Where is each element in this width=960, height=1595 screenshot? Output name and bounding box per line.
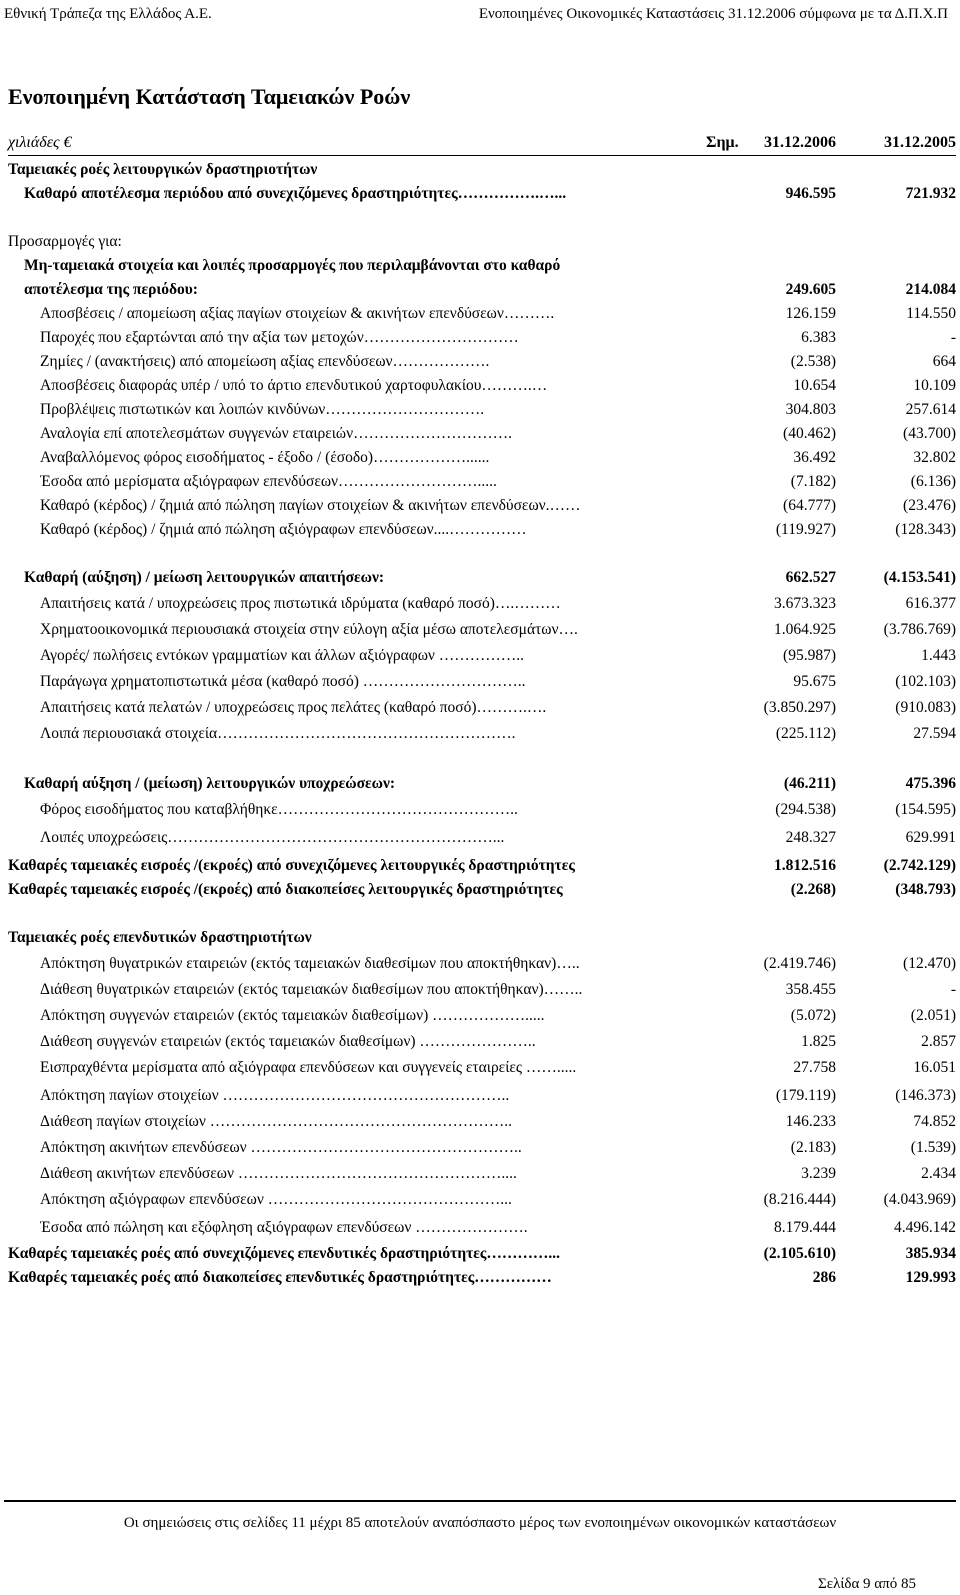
row-value-2005: (146.373)	[895, 1087, 956, 1104]
row-value-2006: (2.419.746)	[763, 955, 836, 972]
table-row	[0, 1188, 960, 1212]
table-row	[0, 254, 960, 278]
row-value-2005: 74.852	[913, 1113, 956, 1130]
row-value-2005: 32.802	[913, 449, 956, 466]
table-row	[0, 350, 960, 374]
row-label: Φόρος εισοδήματος που καταβλήθηκε………………………………………..	[40, 801, 518, 818]
row-label: Διάθεση συγγενών εταιρειών (εκτός ταμειακών διαθεσίμων) …………………..	[40, 1033, 536, 1050]
row-value-2005: 257.614	[905, 401, 956, 418]
row-label: Απόκτηση παγίων στοιχείων ………………………………………………..	[40, 1087, 510, 1104]
row-value-2006: 126.159	[785, 305, 836, 322]
row-value-2005: (154.595)	[895, 801, 956, 818]
row-label: Απόκτηση αξιόγραφων επενδύσεων ………………………………………...	[40, 1191, 512, 1208]
row-value-2005: 385.934	[905, 1245, 956, 1262]
row-label: Παράγωγα χρηματοπιστωτικά μέσα (καθαρό ποσό) …………………………..	[40, 673, 526, 690]
row-label: Απόκτηση συγγενών εταιρειών (εκτός ταμειακών διαθεσίμων) ……………….....	[40, 1007, 545, 1024]
row-value-2005: (4.043.969)	[883, 1191, 956, 1208]
row-label: Καθαρή αύξηση / (μείωση) λειτουργικών υποχρεώσεων:	[24, 775, 396, 792]
table-row	[0, 878, 960, 902]
table-row	[0, 1242, 960, 1266]
table-row	[0, 470, 960, 494]
row-label: Αναλογία επί αποτελεσμάτων συγγενών εταιρειών………………………….	[40, 425, 512, 442]
table-row	[0, 618, 960, 642]
row-value-2006: 6.383	[801, 329, 836, 346]
row-value-2005: (4.153.541)	[883, 569, 956, 586]
row-label: Καθαρές ταμειακές ροές από συνεχιζόμενες επενδυτικές δραστηριότητες…………...	[8, 1245, 561, 1262]
row-label: Χρηματοοικονομικά περιουσιακά στοιχεία στην εύλογη αξία μέσω αποτελεσμάτων….	[40, 621, 578, 638]
row-value-2005: (12.470)	[903, 955, 956, 972]
row-label: Απαιτήσεις κατά / υποχρεώσεις προς πιστωτικά ιδρύματα (καθαρό ποσό)….………	[40, 595, 561, 612]
table-row	[0, 1056, 960, 1080]
table-row	[0, 302, 960, 326]
row-label: Απαιτήσεις κατά πελατών / υποχρεώσεις προς πελάτες (καθαρό ποσό)……….….	[40, 699, 547, 716]
note-column-header: Σημ.	[706, 134, 739, 151]
row-value-2006: 36.492	[793, 449, 836, 466]
row-value-2006: 27.758	[793, 1059, 836, 1076]
row-label: Αγορές/ πωλήσεις εντόκων γραμματίων και άλλων αξιόγραφων ……………..	[40, 647, 525, 664]
row-label: Προβλέψεις πιστωτικών και λοιπών κινδύνων………………………….	[40, 401, 485, 418]
row-value-2005: 10.109	[913, 377, 956, 394]
table-row	[0, 374, 960, 398]
row-label: Αποσβέσεις διαφοράς υπέρ / υπό το άρτιο επενδυτικού χαρτοφυλακίου……….…	[40, 377, 548, 394]
table-row	[0, 1004, 960, 1028]
table-row	[0, 748, 960, 772]
table-row	[0, 592, 960, 616]
table-row	[0, 1084, 960, 1108]
table-row	[0, 1110, 960, 1134]
row-label: Παροχές που εξαρτώνται από την αξία των μετοχών…………………………	[40, 329, 519, 346]
row-label: Ταμειακές ροές επενδυτικών δραστηριοτήτων	[8, 929, 312, 946]
table-row	[0, 1162, 960, 1186]
row-value-2006: 1.825	[801, 1033, 836, 1050]
row-value-2005: 4.496.142	[894, 1219, 956, 1236]
table-row	[0, 326, 960, 350]
row-value-2006: 248.327	[785, 829, 836, 846]
row-value-2006: 662.527	[785, 569, 836, 586]
unit-label: χιλιάδες €	[8, 134, 72, 151]
table-row	[0, 798, 960, 822]
row-value-2006: (2.105.610)	[763, 1245, 836, 1262]
table-row	[0, 182, 960, 206]
row-value-2006: (64.777)	[783, 497, 836, 514]
row-value-2005: 16.051	[913, 1059, 956, 1076]
page-title: Ενοποιημένη Κατάσταση Ταμειακών Ροών	[8, 84, 411, 109]
footer-note: Οι σημειώσεις στις σελίδες 11 μέχρι 85 αποτελούν αναπόσπαστο μέρος των ενοποιημένων οικονομικών καταστάσεων	[123, 1515, 837, 1531]
row-label: Διάθεση παγίων στοιχείων …………………………………………………..	[40, 1113, 512, 1130]
row-label: αποτέλεσμα της περιόδου:	[24, 281, 198, 298]
row-value-2006: 3.239	[801, 1165, 836, 1182]
row-value-2006: (95.987)	[783, 647, 836, 664]
table-row	[0, 696, 960, 720]
row-value-2005: (23.476)	[903, 497, 956, 514]
year1-column-header: 31.12.2006	[764, 134, 836, 151]
row-value-2006: 10.654	[793, 377, 836, 394]
row-label: Καθαρό (κέρδος) / ζημιά από πώληση αξιόγραφων επενδύσεων....……………	[40, 521, 527, 538]
row-value-2005: (2.051)	[910, 1007, 956, 1024]
table-row	[0, 158, 960, 182]
row-value-2005: -	[950, 981, 956, 998]
table-row	[0, 422, 960, 446]
table-row	[0, 826, 960, 850]
row-value-2005: 2.434	[921, 1165, 956, 1182]
row-value-2006: 946.595	[785, 185, 836, 202]
row-label: Λοιπές υποχρεώσεις………………………………………………………...	[40, 829, 505, 846]
table-row	[0, 926, 960, 950]
table-row	[0, 446, 960, 470]
row-value-2006: (119.927)	[775, 521, 836, 538]
table-row	[0, 206, 960, 230]
table-row	[0, 1216, 960, 1240]
row-value-2005: 721.932	[905, 185, 956, 202]
row-label: Λοιπά περιουσιακά στοιχεία………………………………………………….	[40, 725, 516, 742]
table-row	[0, 854, 960, 878]
row-value-2005: 664	[932, 353, 956, 370]
row-value-2006: 1.064.925	[774, 621, 836, 638]
table-row	[0, 772, 960, 796]
row-label: Ταμειακές ροές λειτουργικών δραστηριοτήτων	[8, 161, 318, 178]
row-value-2005: (3.786.769)	[883, 621, 956, 638]
table-row	[0, 566, 960, 590]
row-value-2005: 114.550	[906, 305, 956, 322]
row-value-2006: (40.462)	[783, 425, 836, 442]
row-value-2006: 358.455	[785, 981, 836, 998]
row-label: Καθαρή (αύξηση) / μείωση λειτουργικών απαιτήσεων:	[24, 569, 385, 586]
row-label: Ζημίες / (ανακτήσεις) από απομείωση αξίας επενδύσεων……………….	[40, 353, 490, 370]
row-value-2006: (2.268)	[790, 881, 836, 898]
row-label: Απόκτηση θυγατρικών εταιρειών (εκτός ταμειακών διαθεσίμων που αποκτήθηκαν)…..	[40, 955, 580, 972]
year2-column-header: 31.12.2005	[884, 134, 956, 151]
row-label: Καθαρές ταμειακές ροές από διακοπείσες επενδυτικές δραστηριότητες……………	[8, 1269, 552, 1286]
row-label: Καθαρές ταμειακές εισροές /(εκροές) από συνεχιζόμενες λειτουργικές δραστηριότητες	[8, 857, 575, 874]
table-row	[0, 902, 960, 926]
row-value-2006: 146.233	[785, 1113, 836, 1130]
table-row	[0, 644, 960, 668]
row-value-2006: 1.812.516	[774, 857, 836, 874]
table-row	[0, 398, 960, 422]
row-value-2006: (3.850.297)	[763, 699, 836, 716]
row-value-2006: (8.216.444)	[763, 1191, 836, 1208]
row-label: Προσαρμογές για:	[8, 233, 122, 250]
table-row	[0, 1136, 960, 1160]
row-value-2006: 304.803	[785, 401, 836, 418]
row-value-2005: 2.857	[921, 1033, 956, 1050]
row-value-2006: (294.538)	[775, 801, 836, 818]
header-document-title: Ενοποιημένες Οικονομικές Καταστάσεις 31.12.2006 σύμφωνα με τα Δ.Π.Χ.Π	[478, 6, 948, 22]
row-value-2005: (43.700)	[903, 425, 956, 442]
row-label: Διάθεση θυγατρικών εταιρειών (εκτός ταμειακών διαθεσίμων που αποκτήθηκαν)……..	[40, 981, 583, 998]
table-row	[0, 542, 960, 566]
row-value-2006: (2.183)	[790, 1139, 836, 1156]
row-value-2005: (910.083)	[895, 699, 956, 716]
table-row	[0, 978, 960, 1002]
row-value-2005: 1.443	[921, 647, 956, 664]
row-value-2005: 129.993	[905, 1269, 956, 1286]
page-number: Σελίδα 9 από 85	[818, 1576, 916, 1592]
row-label: Διάθεση ακινήτων επενδύσεων ……………………………………………....	[40, 1165, 517, 1182]
table-row	[0, 670, 960, 694]
table-row	[0, 518, 960, 542]
row-label: Καθαρό (κέρδος) / ζημιά από πώληση παγίων στοιχείων & ακινήτων επενδύσεων.……	[40, 497, 581, 514]
row-value-2005: 27.594	[913, 725, 956, 742]
row-value-2005: (6.136)	[910, 473, 956, 490]
row-label: Καθαρές ταμειακές εισροές /(εκροές) από διακοπείσες λειτουργικές δραστηριότητες	[8, 881, 563, 898]
row-label: Αναβαλλόμενος φόρος εισοδήματος - έξοδο / (έσοδο)………………......	[40, 449, 490, 466]
table-row	[0, 494, 960, 518]
row-value-2006: 95.675	[793, 673, 836, 690]
row-value-2006: 8.179.444	[774, 1219, 836, 1236]
row-value-2006: (7.182)	[790, 473, 836, 490]
row-value-2006: 286	[812, 1269, 836, 1286]
table-row	[0, 1266, 960, 1290]
row-label: Μη-ταμειακά στοιχεία και λοιπές προσαρμογές που περιλαμβάνονται στο καθαρό	[24, 257, 561, 274]
row-label: Έσοδα από μερίσματα αξιόγραφων επενδύσεων……………………….....	[40, 473, 497, 490]
row-label: Απόκτηση ακινήτων επενδύσεων ……………………………………………..	[40, 1139, 522, 1156]
row-value-2006: (225.112)	[775, 725, 836, 742]
row-value-2005: 629.991	[905, 829, 956, 846]
header-company: Εθνική Τράπεζα της Ελλάδος Α.Ε.	[4, 6, 212, 22]
row-value-2005: 475.396	[905, 775, 956, 792]
row-value-2006: (2.538)	[790, 353, 836, 370]
row-value-2006: (46.211)	[783, 775, 836, 792]
row-value-2005: 616.377	[905, 595, 956, 612]
row-value-2005: 214.084	[905, 281, 956, 298]
column-header-rule	[8, 155, 956, 156]
row-value-2006: (5.072)	[790, 1007, 836, 1024]
table-row	[0, 952, 960, 976]
footer-rule	[4, 1500, 956, 1502]
row-label: Εισπραχθέντα μερίσματα από αξιόγραφα επενδύσεων και συγγενείς εταιρείες …….....	[40, 1059, 577, 1076]
table-row	[0, 722, 960, 746]
row-label: Αποσβέσεις / απομείωση αξίας παγίων στοιχείων & ακινήτων επενδύσεων……….	[40, 305, 555, 322]
row-value-2006: 3.673.323	[774, 595, 836, 612]
table-row	[0, 1030, 960, 1054]
table-row	[0, 230, 960, 254]
row-value-2005: (102.103)	[895, 673, 956, 690]
row-value-2006: 249.605	[785, 281, 836, 298]
row-label: Καθαρό αποτέλεσμα περιόδου από συνεχιζόμενες δραστηριότητες…………….…...	[24, 185, 567, 202]
row-value-2005: (1.539)	[910, 1139, 956, 1156]
row-value-2005: (348.793)	[895, 881, 956, 898]
row-label: Έσοδα από πώληση και εξόφληση αξιόγραφων επενδύσεων ………………….	[40, 1219, 528, 1236]
row-value-2005: (2.742.129)	[883, 857, 956, 874]
row-value-2005: (128.343)	[895, 521, 956, 538]
row-value-2006: (179.119)	[775, 1087, 836, 1104]
row-value-2005: -	[950, 329, 956, 346]
table-row	[0, 278, 960, 302]
